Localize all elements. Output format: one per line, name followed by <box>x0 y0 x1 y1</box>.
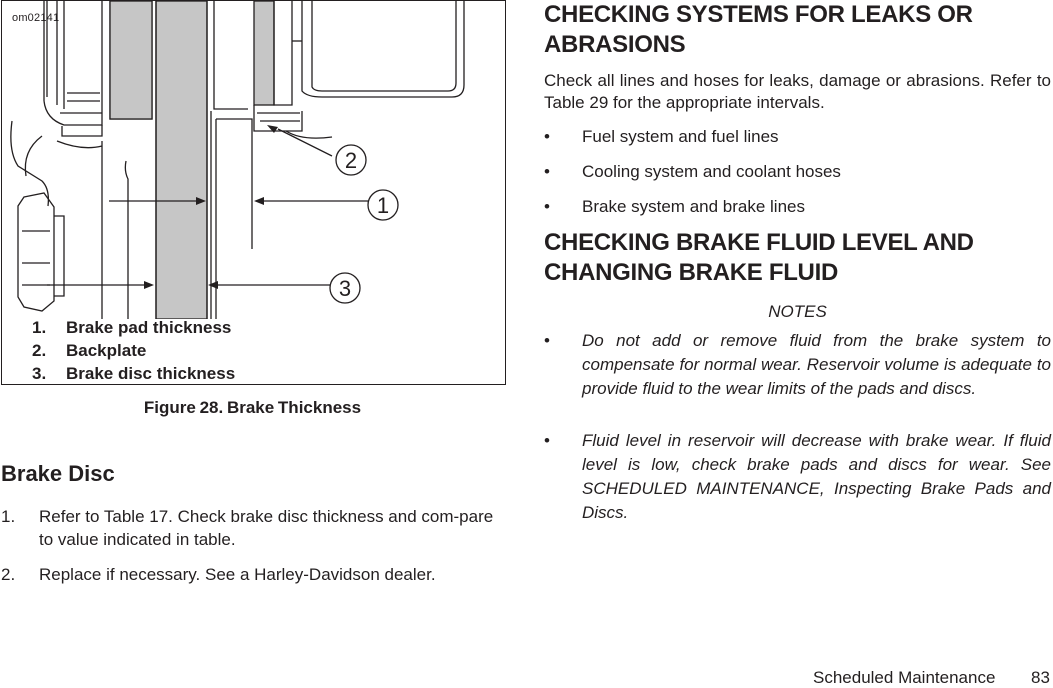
figure-id-label: om02141 <box>12 12 60 24</box>
legend-label: Brake pad thickness <box>66 318 232 337</box>
legend-number: 3. <box>32 364 47 383</box>
bullet-text: Brake system and brake lines <box>582 197 805 216</box>
step-number: 2. <box>1 565 16 584</box>
arrow-2 <box>267 125 278 133</box>
leaks-bullet-3 <box>544 196 1051 218</box>
bullet-text: Cooling system and coolant hoses <box>582 162 841 181</box>
leaks-bullet-1 <box>544 126 1051 148</box>
bullet-glyph: • <box>544 127 550 146</box>
bullet-text: Fuel system and fuel lines <box>582 127 779 146</box>
step-text: Refer to Table 17. Check brake disc thickness and com-pare to value indicated in table. <box>39 507 494 549</box>
arrow-1-right <box>254 197 264 205</box>
note-2 <box>544 429 1051 525</box>
legend-item-1 <box>32 318 231 338</box>
callout-2: 2 <box>344 148 358 173</box>
brake-thickness-illustration <box>2 1 505 319</box>
bullet-glyph: • <box>544 162 550 181</box>
callout-3: 3 <box>338 276 352 301</box>
bullet-glyph: • <box>544 331 550 350</box>
bullet-glyph: • <box>544 431 550 450</box>
legend-label: Backplate <box>66 341 147 360</box>
legend-number: 2. <box>32 341 47 360</box>
arrow-3-right <box>208 281 218 289</box>
leaks-heading: CHECKING SYSTEMS FOR LEAKS OR ABRASIONS <box>544 1 973 58</box>
note-text: Fluid level in reservoir will decrease with brake wear. If fluid level is low, check brake pads and discs for wear. See SCHEDULED MAINTENANCE, Inspecting Brake Pads and Discs. <box>582 431 1051 522</box>
legend-label: Brake disc thickness <box>66 364 236 383</box>
leaks-paragraph: Check all lines and hoses for leaks, damage or abrasions. Refer to Table 29 for the appropriate intervals. <box>544 71 1051 112</box>
note-1 <box>544 329 1051 401</box>
legend-number: 1. <box>32 318 47 337</box>
step-1 <box>1 505 506 551</box>
legend-item-3 <box>32 364 235 384</box>
note-text: Do not add or remove fluid from the brake system to compensate for normal wear. Reservoir volume is adequate to provide fluid to the wear limits of the pads and discs. <box>582 331 1051 398</box>
page-number: 83 <box>1031 668 1050 687</box>
figure-caption: Figure 28. Brake Thickness <box>143 398 362 417</box>
callout-1: 1 <box>376 193 390 218</box>
brake-disc-heading: Brake Disc <box>1 461 115 486</box>
legend-item-2 <box>32 341 146 361</box>
footer-section-title: Scheduled Maintenance <box>813 668 996 687</box>
arrow-3-left <box>144 281 154 289</box>
bullet-glyph: • <box>544 197 550 216</box>
step-2 <box>1 563 506 586</box>
step-text: Replace if necessary. See a Harley-Davidson dealer. <box>39 565 436 584</box>
leaks-bullet-2 <box>544 161 1051 183</box>
brake-fluid-heading: CHECKING BRAKE FLUID LEVEL AND CHANGING BRAKE FLUID <box>544 229 974 286</box>
step-number: 1. <box>1 507 16 526</box>
notes-label: NOTES <box>768 302 827 321</box>
figure-frame <box>1 0 506 385</box>
